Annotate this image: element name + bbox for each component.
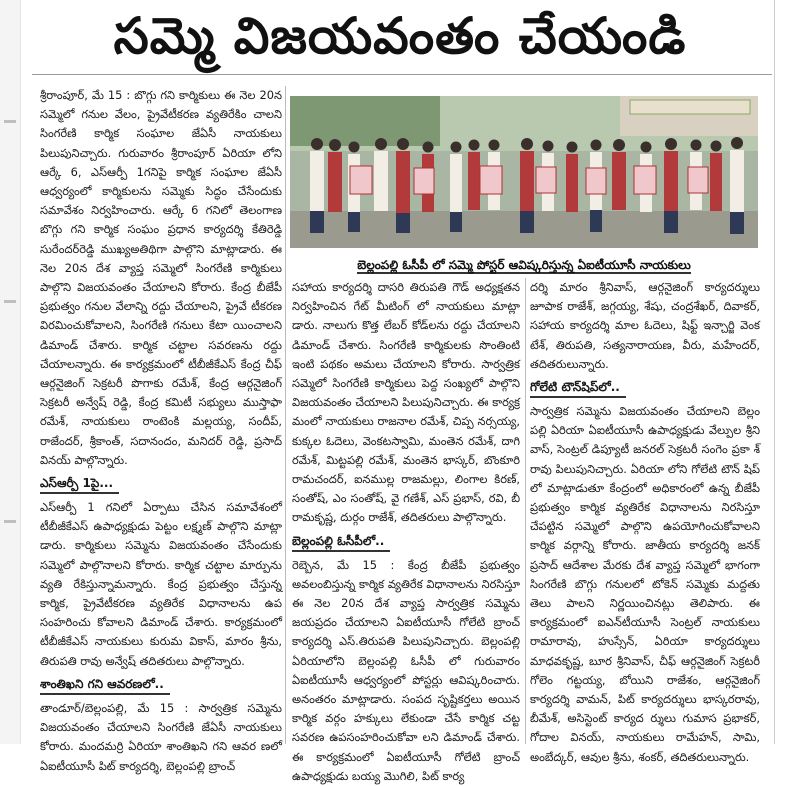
news-photo-image [290,96,758,248]
column-divider [525,278,526,744]
subheading: శాంతిఖని గని ఆవరణలో.. [40,675,170,695]
photo-caption-text: బెల్లంపల్లి ఓసీపీ లో సమ్మె పోస్టర్ ఆవిష్కరిస్తున్న ఏఐటీయూసీ నాయకులు [357,258,691,272]
subheading: గోలేటి టౌన్‌షిప్‌లో.. [530,378,626,398]
article-paragraph: దర్శి మారం శ్రీనివాస్, ఆర్గనైజింగ్ కార్యదర్శులు జూపాక రాజేశ్, జగ్గయ్య, శేషు, చంద్రశేఖర్, దివాకర్, సహాయ కార్యదర్శి మాల ఓదెలు, షిఫ్ట్ ఇన్చార్జి వెంక టేశ్, తిరుపతి, సత్యనారాయణ, వీరు, మహేందర్, తదితరులున్నారు. [530,280,760,371]
article-paragraph: సార్వత్రిక సమ్మెను విజయవంతం చేయాలని బెల్లం పల్లి ఏరియా ఏఐటీయూసీ ఉపాధ్యక్షుడు వేల్పుల శ్రీని వాస్, సెంట్రల్ డిప్యూటీ జనరల్ సెక్రటరీ సంగెం ప్రకా శ్ రావు పిలుపునిచ్చారు. ఏరియా లోని గోలేటి టౌన్ షిప్ లో మాట్లాడుతూ కేంద్రంలో అధికారంలో ఉన్న బీజేపీ ప్రభుత్వం కార్మిక వ్యతిరేక విధానాలను నిరసిస్తూ చేపట్టిన సమ్మెలో పాల్గొని ఉపయోగించుకోవాలని కార్మిక వర్గాన్ని కోరారు. జాతీయ కార్యదర్శి జనక్ ప్రసాద్ ఆదేశాల మేరకు దేశ వ్యాప్త సమ్మెలో భాగంగా సింగరేణి బొగ్గు గనులలో టోకెన్ సమ్మెకు మద్దతు తెలు పాలని నిర్ణయించినట్లు తెలిపారు. ఈ కార్యక్రమంలో ఐఎన్‌టీయూసీ సెంట్రల్ నాయకులు రామారావు, హుస్సేన్, ఏరియా కార్యదర్శులు మాధవకృష్ణ, బూర శ్రీనివాస్, చీఫ్ ఆర్గనైజింగ్ సెక్రటరీ గోలెం గట్టయ్య, బోయిని రాజేశం, ఆర్గనైజింగ్ కార్యదర్శి వామన్, పిట్ కార్యదర్శులు భాస్కరరావు, బీమేశ్, అసిస్టెంట్ కార్యద ర్శులు గుమాస ప్రభాకర్, గోదాల వినయ్, నాయకులు రామేహన్, సామి, అంబేద్కర్, ఆవుల శ్రీను, శంకర్, తదితరులున్నారు. [530,404,760,764]
article-column-3 [530,278,760,764]
news-photo [290,96,758,248]
page-margin-left [0,0,21,744]
page-edge-divider [774,0,775,744]
margin-mark [4,120,16,123]
subheading: బెల్లంపల్లి ఓసీపీలో.. [292,532,390,552]
article-paragraph: శ్రీరాంపూర్, మే 15 : బొగ్గు గని కార్మికులు ఈ నెల 20న సమ్మెలో గనుల వేలం, ప్రైవేటీకరణ వ్యతిరేకిం చాలని సింగరేణి కార్మిక సంఘాల జేఏసీ నాయకులు పిలుపునిచ్చారు. గురువారం శ్రీరాంపూర్ ఏరియా లోని ఆర్కే 6, ఎస్ఆర్పీ 1గనిపై కార్మిక సంఘాల జేఏసీ ఆధ్వర్యంలో కార్మికులను సమ్మెకు సిద్ధం చేసేందుకు సమావేశం నిర్వహించారు. ఆర్కే 6 గనిలో తెలంగాణ బొగ్గు గని కార్మిక సంఘం ప్రధాన కార్యదర్శి కేతిరెడ్డి సురేందర్‌రెడ్డి ముఖ్యఅతిథిగా పాల్గొని మాట్లాడారు. ఈ నెల 20న దేశ వ్యాప్త సమ్మెలో సింగరేణి కార్మికులు పాల్గొని విజయవంతం చేయాలని కోరారు. కేంద్ర బీజేపీ ప్రభుత్వం గనుల వేలాన్ని రద్దు చేయాలని, ప్రైవే టీకరణ విరమించుకోవాలని, సింగరేణి గనులు కేటా యించాలని డిమాండ్ చేశారు. కార్మిక చట్టాల సవరణను రద్దు చేయాలన్నారు. ఈ కార్యక్రమంలో టీబీజీకేఎస్ కేంద్ర చీఫ్ ఆర్గనైజింగ్ సెక్రటరీ పొగాకు రమేశ్, కేంద్ర ఆర్గనైజింగ్ సెక్రటరీ అన్వేష్ రెడ్డి, కేంద్ర కమిటీ సభ్యులు ముస్తాఫా రమేశ్, నాయకులు రాంటెంకి మల్లయ్య, సందీప్, రాజేందర్, శ్రీకాంత్, సదానందం, మనిదర్ రెడ్డి, ప్రసాద్ వినయ్ పాల్గొన్నారు. [40,88,282,467]
article-paragraph: సహాయ కార్యదర్శి దాసరి తిరుపతి గౌడ్ అధ్యక్షతన నిర్వహించిన గేట్ మీటింగ్ లో నాయకులు మాట్లా డారు. నాలుగు కొత్త లేబర్ కోడ్‌లను రద్దు చేయాలని డిమాండ్ చేశారు. సింగరేణి కార్మికులకు సొంతింటి ఇంటి పథకం అమలు చేయాలని కోరారు. సార్వత్రిక సమ్మెలో సింగరేణి కార్మికులు పెద్ద సంఖ్యలో పాల్గొని విజయవంతం చేయాలని పిలుపునిచ్చారు. ఈ కార్యక్ర మంలో నాయకులు రాజనాల రమేశ్, చిప్ప నర్సయ్య, కుక్కల ఓదెలు, వెంకటస్వామి, మంతెన రమేశ్, దాగి రమేశ్, మిట్టపల్లి రమేశ్, మంతెన భాస్కర్, బొంకూరి రామచందర్, ఐనముల్ల రాజమల్లు, లింగాల కిరణ్, సంతోష్, ఎం సంతోష్, వై గణేశ్, ఎస్ ప్రభాస్, రవి, బీ రామకృష్ణ, దుర్గం రాజేశ్, తదితరులు పాల్గొన్నారు. [292,280,520,525]
margin-mark [4,300,16,303]
article-paragraph: ఎస్ఆర్పీ 1 గనిలో ఏర్పాటు చేసిన సమావేశంలో టీబీజీకేఎస్ ఉపాధ్యక్షుడు పెట్టం లక్ష్మణ్ పాల్గొని మాట్లా డారు. కార్మికులు సమ్మెను విజయవంతం చేసేందుకు సమ్మెలో పాల్గొనాలని కోరారు. కార్మిక చట్టాల మార్పును వ్యతి రేకిస్తున్నామన్నారు. కేంద్ర ప్రభుత్వం చేస్తున్న కార్మిక, ప్రైవేటీకరణ వ్యతిరేక విధానాలను ఉప సంహరించు కోవాలని డిమాండ్ చేశారు. కార్యక్రమంలో టీబీజీకేఎస్ నాయకులు కురుమ వికాస్, మారం శ్రీను, తిరుపతి రావు అన్వేష్ తదితరులు పాల్గొన్నారు. [40,500,282,668]
headline: సమ్మె విజయవంతం చేయండి [113,7,687,65]
article-paragraph: రెబ్బెన, మే 15 : కేంద్ర బీజేపీ ప్రభుత్వం అవలంబిస్తున్న కార్మిక వ్యతిరేక విధానాలను నిరసిస్తూ ఈ నెల 20న దేశ వ్యాప్త సార్వత్రిక సమ్మెను జయప్రదం చేయాలని ఏఐటీయూసీ గోలేటి బ్రాంచ్ కార్యదర్శి ఎస్.తిరుపతి పిలుపునిచ్చారు. బెల్లంపల్లి ఏరియాలోని బెల్లంపల్లి ఓసీపీ లో గురువారం ఏఐటీయూసీ ఆధ్వర్యంలో పోస్టర్లు ఆవిష్కరించారు. అనంతరం మాట్లాడారు. సంపద సృష్టికర్తలు అయిన కార్మిక వర్గం హక్కులు లేకుండా చేసే కార్మిక చట్ట సవరణ ఉపసంహరించుకోవా లని డిమాండ్ చేశారు. ఈ కార్యక్రమంలో ఏఐటీయూసీ గోలేటి బ్రాంచ్ ఉపాధ్యక్షుడు బయ్య మొగిలి, పిట్ కార్య [292,557,520,783]
photo-caption [290,255,758,275]
column-divider [285,86,286,744]
headline-rule [32,74,772,75]
article-column-1 [40,86,282,773]
subheading: ఎస్ఆర్పీ 1పై... [40,474,119,494]
article-paragraph: తాండూర్/బెల్లంపల్లి, మే 15 : సార్వత్రిక సమ్మెను విజయవంతం చేయాలని సింగరేణి జేఏసీ నాయకులు కోరారు. మందమర్రి ఏరియా శాంతిఖని గని ఆవర ణలో ఏఐటీయూసీ పిట్ కార్యదర్శి, బెల్లంపల్లి బ్రాంచ్ [40,700,282,773]
article-column-2 [292,278,520,783]
margin-mark [4,520,16,523]
